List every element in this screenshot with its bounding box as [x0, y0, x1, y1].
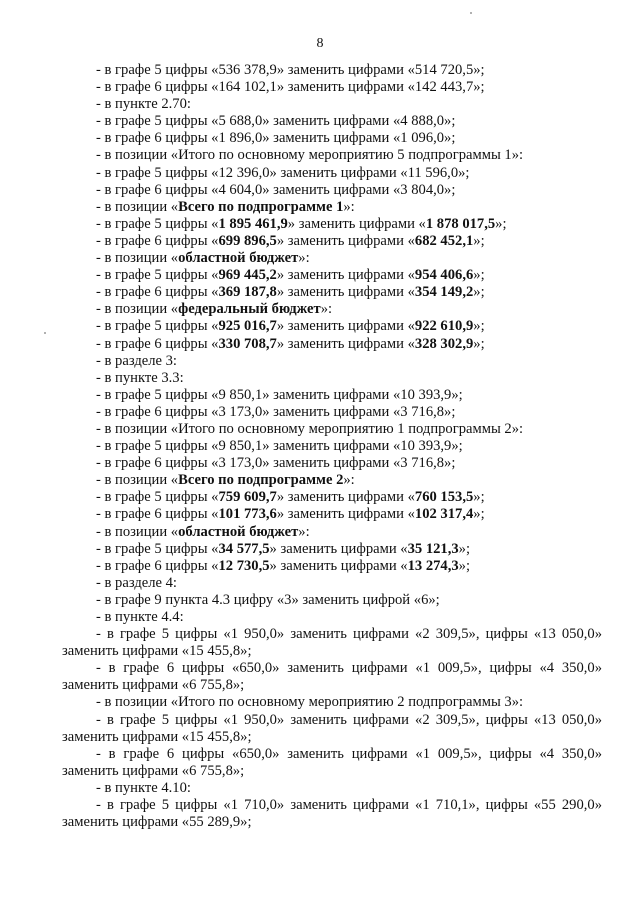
text-segment: - в графе 5 цифры «9 850,1» заменить цифрами «10 393,9»; [96, 438, 463, 455]
text-segment: - в пункте 3.3: [96, 369, 184, 386]
text-segment: - в пункте 4.4: [96, 609, 184, 625]
bold-text: 354 149,2 [414, 284, 474, 301]
text-line [62, 216, 602, 233]
bold-text: 102 317,4 [414, 506, 474, 523]
text-line [62, 712, 602, 729]
scan-speck [470, 12, 472, 14]
text-segment: »; [473, 267, 485, 284]
text-line [62, 199, 602, 216]
text-segment: » заменить цифрами « [276, 267, 415, 284]
text-line [62, 421, 602, 438]
bold-text: федеральный бюджет [178, 301, 321, 318]
text-line [62, 336, 602, 353]
bold-text: областной бюджет [178, 523, 299, 540]
text-segment: - в графе 5 цифры «12 396,0» заменить цифрами «11 596,0»; [96, 164, 470, 181]
bold-text: 101 773,6 [218, 506, 277, 523]
text-segment: - в графе 5 цифры «5 688,0» заменить цифрами «4 888,0»; [96, 113, 456, 130]
text-segment: - в позиции « [96, 523, 179, 540]
text-segment: - в графе 5 цифры «1 710,0» заменить цифрами «1 710,1», цифры «55 290,0» [96, 797, 602, 814]
text-line [62, 780, 602, 797]
text-segment: » заменить цифрами « [276, 232, 415, 249]
bold-text: 925 016,7 [218, 318, 277, 335]
text-line [62, 506, 602, 523]
bold-text: 330 708,7 [218, 335, 277, 352]
text-line [62, 147, 602, 164]
text-segment: »; [458, 557, 471, 574]
text-segment: - в графе 6 цифры «650,0» заменить цифрами «1 009,5», цифры «4 350,0» [96, 660, 602, 677]
text-segment: - в графе 6 цифры «3 173,0» заменить цифрами «3 716,8»; [96, 455, 456, 472]
text-line [62, 626, 602, 643]
text-line [62, 643, 602, 660]
text-line [62, 814, 602, 831]
text-segment: - в разделе 3: [96, 352, 177, 369]
text-segment: - в графе 6 цифры « [96, 557, 219, 574]
text-segment: - в графе 5 цифры «9 850,1» заменить цифрами «10 393,9»; [96, 386, 463, 403]
bold-text: 922 610,9 [414, 318, 474, 335]
text-segment: - в графе 5 цифры « [96, 215, 219, 232]
text-line [62, 592, 602, 609]
bold-text: Всего по подпрограмме 2 [178, 472, 344, 489]
text-line [62, 489, 602, 506]
text-line [62, 233, 602, 250]
text-line [62, 318, 602, 335]
text-segment: »; [473, 335, 485, 352]
text-line [62, 370, 602, 387]
text-line [62, 250, 602, 267]
text-segment: - в позиции «Итого по основному мероприятию 5 подпрограммы 1»: [96, 147, 524, 164]
text-segment: - в графе 6 цифры «650,0» заменить цифрами «1 009,5», цифры «4 350,0» [96, 745, 602, 762]
text-segment: » заменить цифрами « [269, 540, 408, 557]
text-segment: »; [473, 284, 485, 301]
text-line [62, 130, 602, 147]
text-line [62, 541, 602, 558]
text-line [62, 609, 602, 626]
text-segment: - в графе 5 цифры «1 950,0» заменить цифрами «2 309,5», цифры «13 050,0» [96, 711, 602, 728]
text-segment: - в графе 6 цифры «1 896,0» заменить цифрами «1 096,0»; [96, 130, 456, 147]
text-line [62, 113, 602, 130]
bold-text: 12 730,5 [218, 557, 270, 574]
bold-text: 954 406,6 [414, 267, 474, 284]
text-line [62, 455, 602, 472]
text-line [62, 301, 602, 318]
bold-text: 682 452,1 [414, 232, 474, 249]
text-line [62, 79, 602, 96]
text-segment: »: [298, 523, 310, 540]
text-line [62, 284, 602, 301]
text-line [62, 353, 602, 370]
text-line [62, 746, 602, 763]
text-segment: »; [473, 489, 485, 506]
text-segment: - в графе 5 цифры « [96, 318, 219, 335]
text-segment: - в графе 5 цифры « [96, 540, 219, 557]
text-segment: - в графе 5 цифры «1 950,0» заменить цифрами «2 309,5», цифры «13 050,0» [96, 626, 602, 643]
text-line [62, 438, 602, 455]
text-line [62, 404, 602, 421]
text-line [62, 62, 602, 79]
text-segment: » заменить цифрами « [276, 284, 415, 301]
bold-text: 369 187,8 [218, 284, 277, 301]
text-segment: - в графе 6 цифры « [96, 284, 219, 301]
bold-text: 34 577,5 [218, 540, 270, 557]
text-line [62, 387, 602, 404]
text-segment: - в пункте 4.10: [96, 779, 191, 796]
text-segment: »: [343, 472, 355, 489]
bold-text: 760 153,5 [414, 489, 474, 506]
text-segment: » заменить цифрами « [276, 489, 415, 506]
text-segment: »: [320, 301, 333, 318]
text-line [62, 763, 602, 780]
text-segment: - в графе 6 цифры «164 102,1» заменить цифрами «142 443,7»; [96, 79, 485, 96]
bold-text: Всего по подпрограмме 1 [178, 198, 344, 215]
bold-text: 35 121,3 [407, 540, 459, 557]
text-segment: » заменить цифрами « [276, 318, 415, 335]
text-segment: - в пункте 2.70: [96, 96, 191, 113]
text-segment: заменить цифрами «15 455,8»; [62, 728, 252, 745]
bold-text: 969 445,2 [218, 267, 277, 284]
text-segment: - в графе 9 пункта 4.3 цифру «3» заменить цифрой «6»; [96, 591, 440, 608]
text-segment: - в графе 6 цифры «3 173,0» заменить цифрами «3 716,8»; [96, 403, 456, 420]
text-segment: - в графе 6 цифры « [96, 335, 219, 352]
text-line [62, 524, 602, 541]
bold-text: 13 274,3 [407, 557, 459, 574]
text-line [62, 182, 602, 199]
page-number: 8 [316, 36, 324, 51]
text-segment: - в графе 6 цифры « [96, 506, 219, 523]
bold-text: областной бюджет [178, 250, 299, 267]
text-segment: - в графе 6 цифры «4 604,0» заменить цифрами «3 804,0»; [96, 181, 456, 198]
text-segment: заменить цифрами «6 755,8»; [62, 762, 245, 779]
text-segment: - в позиции « [96, 472, 179, 489]
bold-text: 328 302,9 [414, 335, 474, 352]
text-line [62, 558, 602, 575]
text-line [62, 96, 602, 113]
text-line [62, 660, 602, 677]
text-segment: - в позиции « [96, 301, 179, 318]
text-segment: » заменить цифрами « [269, 557, 408, 574]
bold-text: 1 895 461,9 [218, 215, 288, 232]
text-segment: - в позиции « [96, 250, 179, 267]
scan-speck [44, 332, 46, 334]
bold-text: 699 896,5 [218, 232, 277, 249]
text-segment: »: [343, 198, 355, 215]
text-segment: - в графе 6 цифры « [96, 232, 219, 249]
text-segment: заменить цифрами «15 455,8»; [62, 643, 252, 660]
text-segment: - в позиции «Итого по основному мероприятию 1 подпрограммы 2»: [96, 420, 524, 437]
text-segment: - в разделе 4: [96, 574, 177, 591]
text-line [62, 694, 602, 711]
text-segment: » заменить цифрами « [287, 215, 426, 232]
text-segment: »; [473, 232, 485, 249]
text-segment: - в графе 5 цифры « [96, 489, 219, 506]
text-segment: »: [298, 250, 310, 267]
text-segment: »; [458, 540, 471, 557]
text-line [62, 575, 602, 592]
text-segment: » заменить цифрами « [276, 335, 415, 352]
text-segment: »; [473, 506, 485, 523]
text-segment: заменить цифрами «55 289,9»; [62, 814, 252, 831]
text-line [62, 267, 602, 284]
document-body [62, 62, 602, 831]
text-segment: »; [495, 215, 507, 232]
text-segment: - в позиции «Итого по основному мероприятию 2 подпрограммы 3»: [96, 694, 524, 711]
text-segment: заменить цифрами «6 755,8»; [62, 677, 245, 694]
text-line [62, 165, 602, 182]
text-segment: - в позиции « [96, 198, 179, 215]
text-line [62, 677, 602, 694]
bold-text: 759 609,7 [218, 489, 277, 506]
text-line [62, 797, 602, 814]
text-segment: »; [473, 318, 485, 335]
bold-text: 1 878 017,5 [425, 215, 496, 232]
text-segment: - в графе 5 цифры « [96, 267, 219, 284]
text-segment: » заменить цифрами « [276, 506, 415, 523]
text-line [62, 472, 602, 489]
text-line [62, 729, 602, 746]
text-segment: - в графе 5 цифры «536 378,9» заменить цифрами «514 720,5»; [96, 62, 485, 78]
